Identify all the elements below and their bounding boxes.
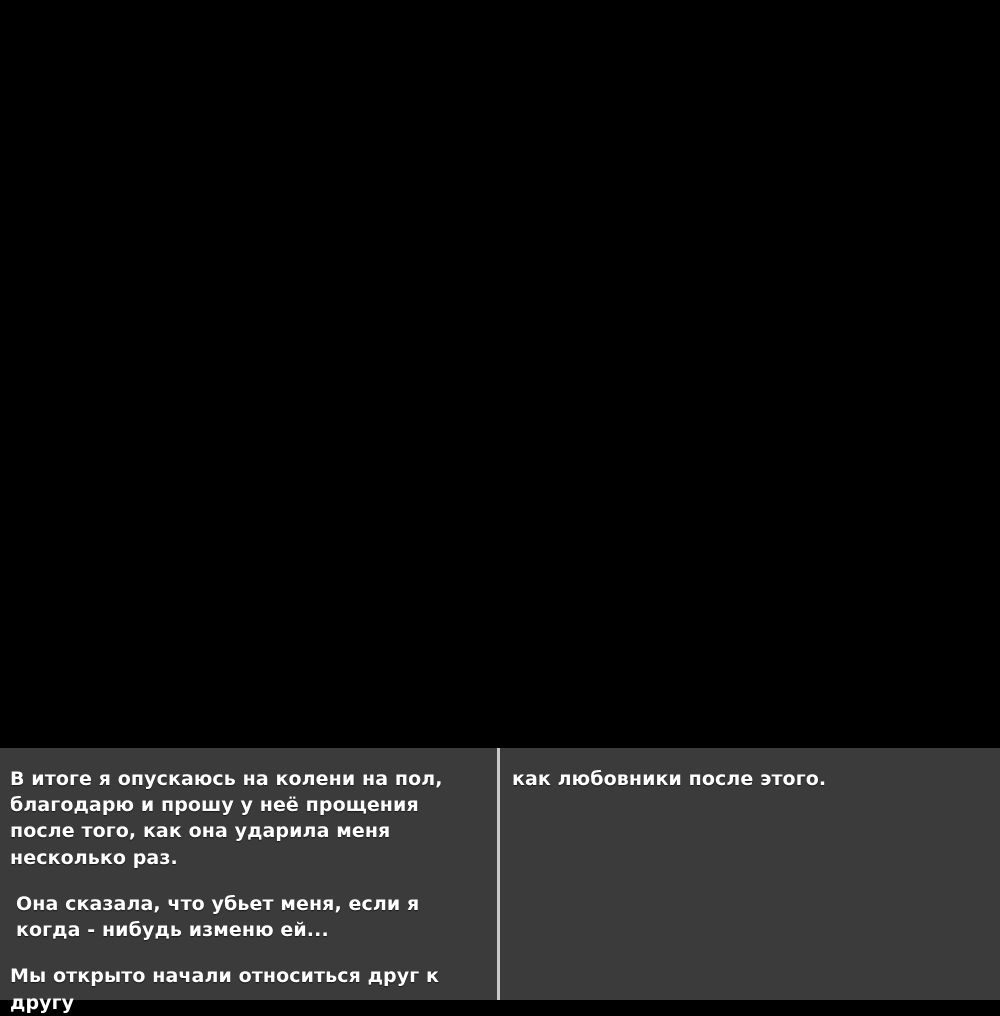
subtitle-paragraph: В итоге я опускаюсь на колени на пол, благодарю и прошу у неё прощения после того, как она ударила меня несколько раз. — [10, 768, 443, 869]
subtitle-panel-right — [500, 748, 1000, 1000]
subtitle-paragraph: Она сказала, что убьет меня, если я когда - нибудь изменю ей... — [16, 892, 420, 942]
subtitle-paragraph: Мы открыто начали относиться друг к другу — [10, 965, 439, 1014]
subtitle-panel-left — [0, 748, 497, 1014]
subtitle-paragraph: как любовники после этого. — [512, 768, 827, 790]
subtitle-panels — [0, 748, 1000, 1014]
